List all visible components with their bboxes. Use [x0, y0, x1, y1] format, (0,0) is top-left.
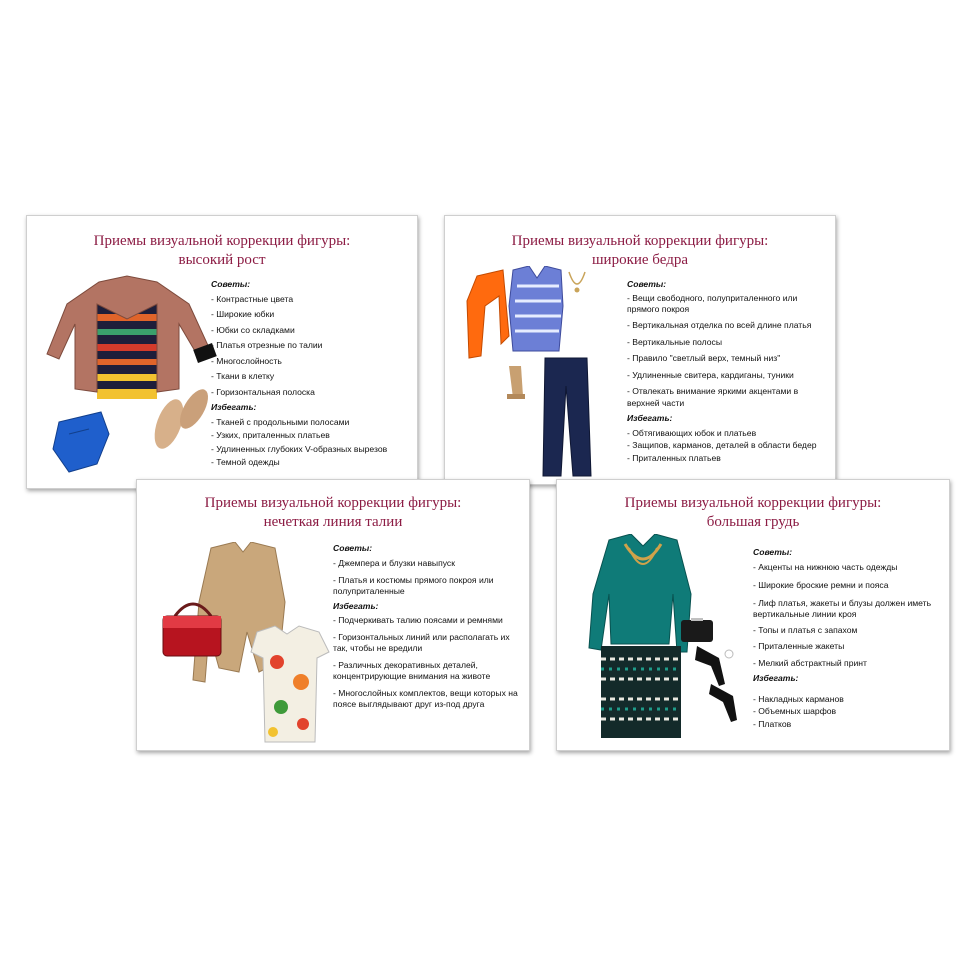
navy-trousers-icon — [543, 358, 591, 476]
title-line-1: Приемы визуальной коррекции фигуры: — [624, 495, 882, 511]
list-item: - Контрастные цвета — [211, 293, 294, 304]
tips-header: Советы: — [753, 547, 793, 557]
list-item: - Защипов, карманов, деталей в области бедер — [627, 440, 817, 450]
card-wide-hips — [444, 215, 836, 485]
list-item: - Вертикальная отделка по всей длине платья — [627, 319, 812, 330]
title-line-2: нечеткая линия талии — [263, 514, 403, 530]
list-item: - Мелкий абстрактный принт — [753, 657, 867, 668]
tips-header: Советы: — [333, 543, 373, 553]
list-item: - Накладных карманов — [753, 693, 844, 704]
title-line-1: Приемы визуальной коррекции фигуры: — [511, 233, 769, 249]
card-text — [211, 278, 411, 470]
sandals-icon — [507, 366, 525, 399]
list-item: - Лиф платья, жакеты и блузы должен иметь вертикальные линии кроя — [753, 597, 932, 619]
list-item: - Платков — [753, 718, 792, 729]
list-item: - Отвлекать внимание яркими акцентами в верхней части — [627, 386, 799, 408]
list-item: - Широкие юбки — [211, 309, 275, 319]
title-line-2: широкие бедра — [592, 252, 688, 268]
card-title — [27, 232, 417, 270]
list-item: - Джемпера и блузки навыпуск — [333, 557, 455, 568]
list-item: - Ткани в клетку — [211, 371, 275, 381]
list-item: - Многослойность — [211, 355, 282, 366]
list-item: - Правило "светлый верх, темный низ" — [627, 353, 781, 363]
list-item: - Платья отрезные по талии — [211, 340, 323, 350]
list-item: - Вещи свободного, полуприталенного или прямого покроя — [627, 292, 798, 314]
outfit-illustration — [569, 534, 749, 746]
card-unclear-waistline — [136, 479, 530, 751]
avoid-list — [627, 427, 827, 465]
title-line-1: Приемы визуальной коррекции фигуры: — [204, 495, 462, 511]
tips-header: Советы: — [627, 279, 667, 289]
title-line-2: высокий рост — [178, 252, 266, 268]
avoid-list — [753, 693, 945, 731]
avoid-list — [211, 416, 411, 469]
clutch-icon — [681, 618, 713, 642]
list-item: - Удлиненных глубоких V-образных вырезов — [211, 443, 388, 454]
card-tall-height — [26, 215, 418, 489]
necklace-icon — [569, 272, 585, 293]
avoid-header: Избегать: — [627, 413, 673, 423]
list-item: - Обтягивающих юбок и платьев — [627, 427, 757, 438]
outfit-illustration — [39, 274, 229, 484]
list-item: - Платья и костюмы прямого покроя или полуприталенные — [333, 575, 494, 596]
tips-list — [333, 557, 525, 598]
card-text — [753, 546, 945, 730]
list-item: - Широкие броские ремни и пояса — [753, 580, 889, 590]
card-title — [557, 494, 949, 532]
card-title — [137, 494, 529, 532]
patterned-skirt-icon — [601, 646, 681, 738]
list-item: - Различных декоративных деталей, концентрирующие внимания на животе — [333, 659, 491, 681]
list-item: - Удлиненные свитера, кардиганы, туники — [627, 369, 794, 380]
title-line-1: Приемы визуальной коррекции фигуры: — [93, 233, 351, 249]
list-item: - Топы и платья с запахом — [753, 624, 858, 635]
patterned-blouse-icon — [509, 266, 563, 351]
card-large-bust — [556, 479, 950, 751]
floral-top-icon — [251, 626, 329, 742]
list-item: - Приталенные жакеты — [753, 641, 845, 651]
list-item: - Узких, приталенных платьев — [211, 430, 330, 440]
card-title — [445, 232, 835, 270]
list-item: - Юбки со складками — [211, 324, 295, 335]
tips-header: Советы: — [211, 279, 251, 289]
tips-list — [211, 293, 411, 399]
avoid-header: Избегать: — [211, 402, 257, 412]
flat-shoes-icon — [149, 385, 214, 453]
list-item: - Вертикальные полосы — [627, 336, 723, 347]
list-item: - Горизонтальных линий или располагать их так, чтобы не вредили — [333, 631, 510, 653]
tips-list — [753, 561, 945, 670]
avoid-header: Избегать: — [333, 601, 379, 611]
avoid-list — [333, 615, 525, 710]
title-line-2: большая грудь — [706, 514, 800, 530]
outfit-illustration — [153, 542, 333, 747]
heels-icon — [695, 646, 737, 722]
card-text — [333, 542, 525, 713]
list-item: - Приталенных платьев — [627, 453, 721, 463]
list-item: - Тканей с продольными полосами — [211, 416, 350, 427]
outfit-illustration — [459, 266, 639, 481]
list-item: - Объемных шарфов — [753, 706, 837, 716]
tips-list — [627, 293, 827, 410]
list-item: - Горизонтальная полоска — [211, 386, 315, 397]
avoid-header: Избегать: — [753, 673, 799, 683]
list-item: - Многослойных комплектов, вещи которых на поясе выглядывают друг из-под друга — [333, 687, 518, 709]
list-item: - Темной одежды — [211, 457, 280, 467]
teal-top-icon — [589, 534, 691, 652]
orange-cardigan-icon — [467, 270, 509, 358]
card-text — [627, 278, 827, 466]
blue-pants-icon — [53, 412, 109, 472]
list-item: - Подчеркивать талию поясами и ремнями — [333, 614, 503, 625]
list-item: - Акценты на нижнюю часть одежды — [753, 561, 898, 572]
